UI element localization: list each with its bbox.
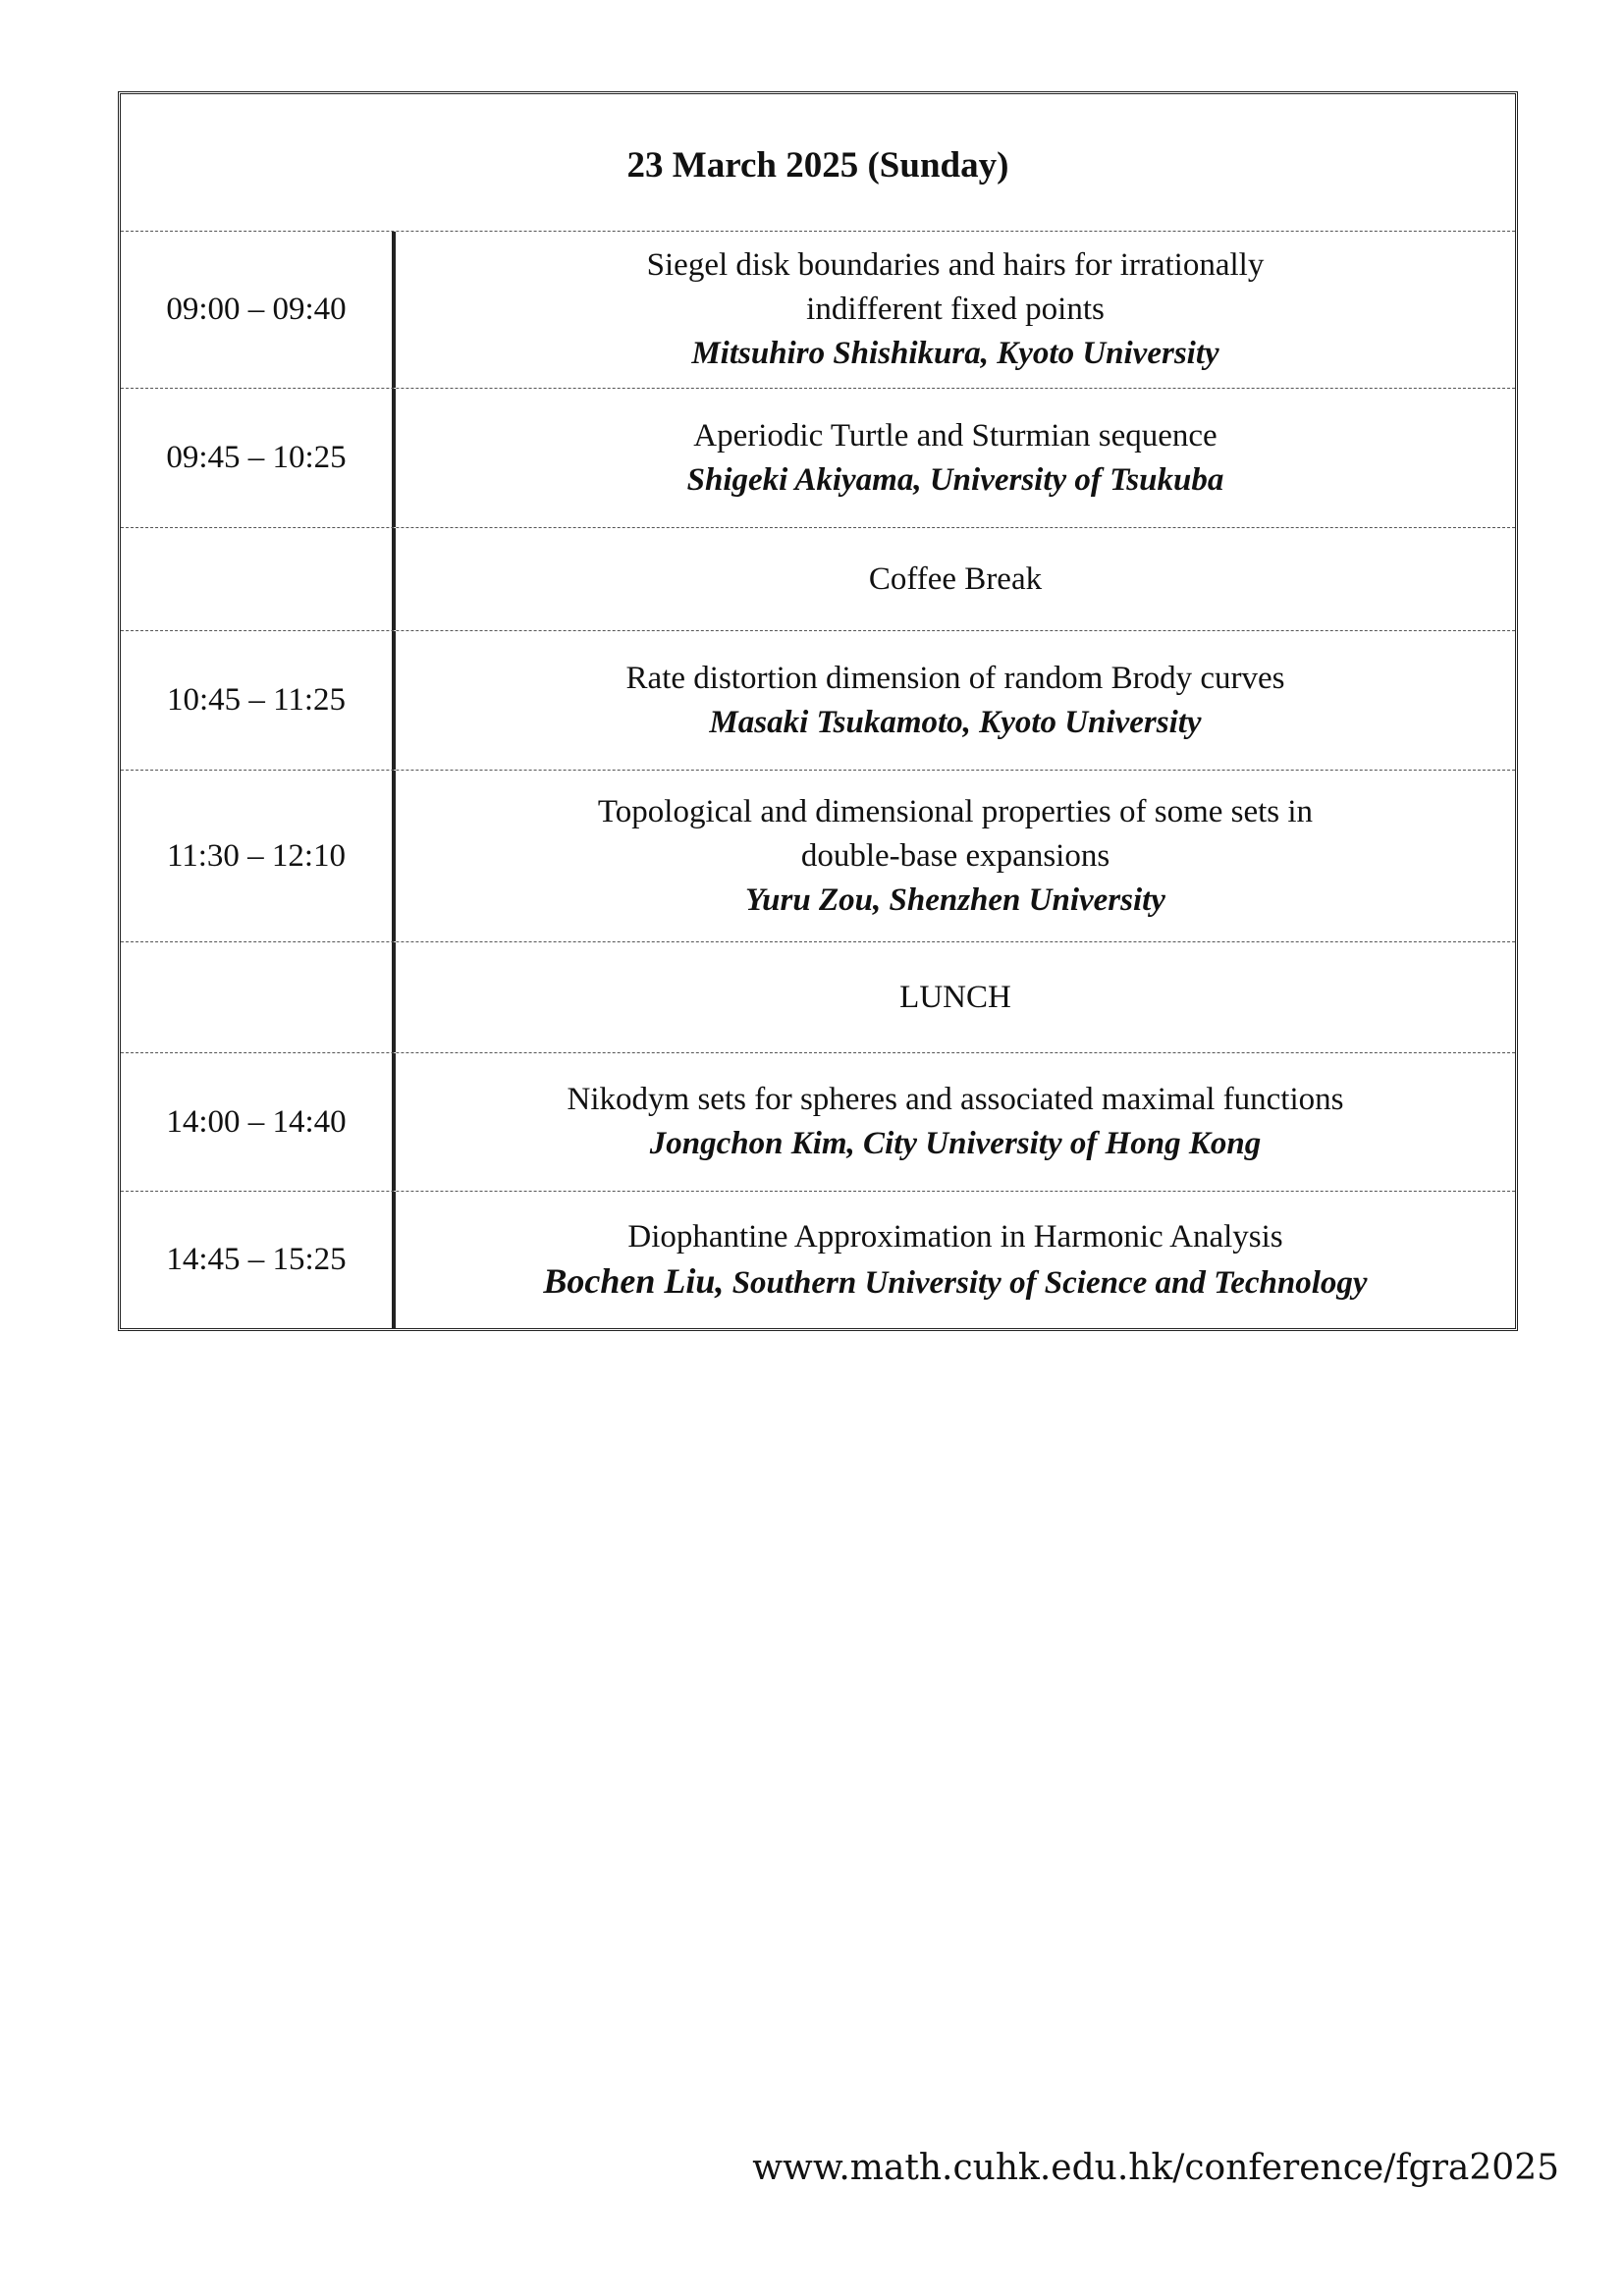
schedule-row: [121, 771, 1515, 942]
talk-title-line: Aperiodic Turtle and Sturmian sequence: [693, 417, 1218, 454]
schedule-row: [121, 528, 1515, 631]
time-slot: 09:00 – 09:40: [121, 232, 396, 388]
speaker: Shigeki Akiyama, University of Tsukuba: [686, 461, 1224, 498]
schedule-row: [121, 631, 1515, 771]
talk-title-line: Topological and dimensional properties of some sets in: [597, 793, 1314, 829]
time-slot: [121, 942, 396, 1052]
talk-title-line: Siegel disk boundaries and hairs for irrationally: [646, 247, 1265, 283]
talk-cell: [396, 389, 1515, 527]
talk-title-line: indifferent fixed points: [806, 292, 1105, 327]
talk-title-line: Rate distortion dimension of random Brody curves: [625, 660, 1285, 696]
time-slot: 14:45 – 15:25: [121, 1192, 396, 1328]
talk-cell: [396, 232, 1515, 388]
speaker: Yuru Zou, Shenzhen University: [745, 881, 1165, 918]
talk-cell: [396, 1192, 1515, 1328]
speaker: Mitsuhiro Shishikura, Kyoto University: [691, 336, 1219, 371]
conference-url[interactable]: www.math.cuhk.edu.hk/conference/fgra2025: [752, 2148, 1559, 2188]
time-slot: 14:00 – 14:40: [121, 1053, 396, 1191]
time-slot: 11:30 – 12:10: [121, 771, 396, 941]
speaker: Jongchon Kim, City University of Hong Kong: [649, 1126, 1262, 1161]
break-label: LUNCH: [899, 979, 1011, 1015]
talk-cell: [396, 771, 1515, 941]
break-cell: [396, 528, 1515, 630]
talk-cell: [396, 631, 1515, 770]
time-slot: 10:45 – 11:25: [121, 631, 396, 770]
day-title: 23 March 2025 (Sunday): [121, 94, 1515, 232]
schedule-row: [121, 232, 1515, 389]
break-cell: [396, 942, 1515, 1052]
speaker-affiliation: Southern University of Science and Technology: [724, 1264, 1368, 1301]
speaker: Masaki Tsukamoto, Kyoto University: [709, 704, 1202, 740]
schedule-row: [121, 942, 1515, 1053]
schedule-table: [118, 91, 1518, 1331]
schedule-row: [121, 1053, 1515, 1192]
talk-cell: [396, 1053, 1515, 1191]
speaker: [543, 1259, 1367, 1306]
schedule-row: [121, 389, 1515, 528]
schedule-row: [121, 1192, 1515, 1328]
talk-title-line: double-base expansions: [800, 837, 1110, 874]
time-slot: [121, 528, 396, 630]
break-label: Coffee Break: [868, 561, 1043, 597]
talk-title-line: Nikodym sets for spheres and associated maximal functions: [567, 1082, 1344, 1117]
speaker-name: Bochen Liu,: [543, 1260, 725, 1301]
time-slot: 09:45 – 10:25: [121, 389, 396, 527]
talk-title-line: Diophantine Approximation in Harmonic Analysis: [627, 1218, 1283, 1255]
